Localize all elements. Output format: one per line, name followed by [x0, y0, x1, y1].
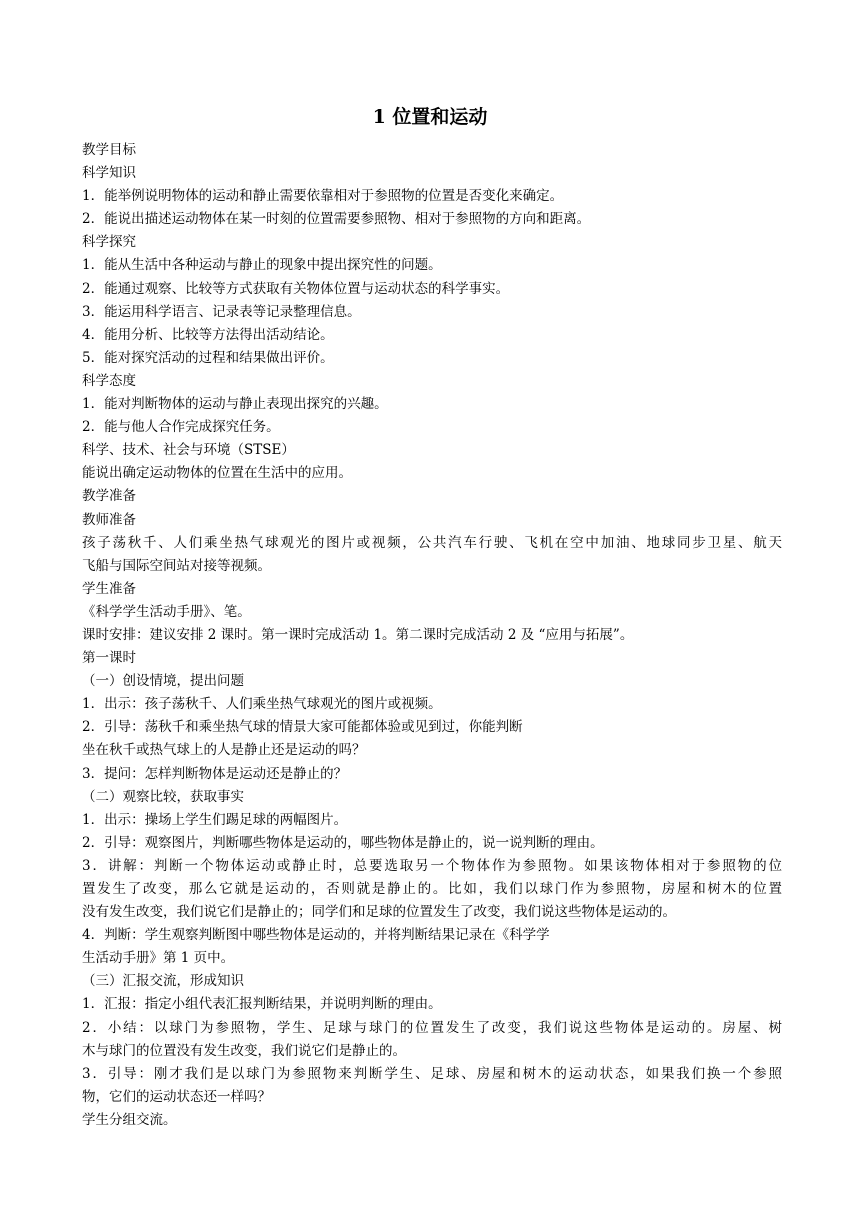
paragraph-line: 1．能从生活中各种运动与静止的现象中提出探究性的问题。: [82, 257, 442, 274]
paragraph-line: 课时安排：建议安排 2 课时。第一课时完成活动 1。第二课时完成活动 2 及 “应用与拓展”。: [82, 626, 634, 643]
paragraph-line: 坐在秋千或热气球上的人是静止还是运动的吗？: [82, 742, 366, 759]
paragraph-line: 3．引导：刚才我们是以球门为参照物来判断学生、足球、房屋和树木的运动状态，如果我们换一个参照: [82, 1065, 782, 1082]
paragraph-line: 生活动手册》第 1 页中。: [82, 950, 235, 967]
paragraph-line: 1．出示：孩子荡秋千、人们乘坐热气球观光的图片或视频。: [82, 696, 442, 713]
paragraph-line: 2．能通过观察、比较等方式获取有关物体位置与运动状态的科学事实。: [82, 280, 510, 297]
subheading-science-attitude: 科学态度: [82, 372, 136, 389]
paragraph-line: 3．讲解：判断一个物体运动或静止时，总要选取另一个物体作为参照物。如果该物体相对于参照物的位: [82, 857, 782, 874]
paragraph-line: 1．出示：操场上学生们踢足球的两幅图片。: [82, 811, 348, 828]
paragraph-line: 2．引导：观察图片，判断哪些物体是运动的，哪些物体是静止的，说一说判断的理由。: [82, 834, 604, 851]
paragraph-line: 木与球门的位置没有发生改变，我们说它们是静止的。: [82, 1042, 406, 1059]
paragraph-line: 1．汇报：指定小组代表汇报判断结果，并说明判断的理由。: [82, 996, 442, 1013]
paragraph-line: 2．能说出描述运动物体在某一时刻的位置需要参照物、相对于参照物的方向和距离。: [82, 211, 591, 228]
paragraph-line: 5．能对探究活动的过程和结果做出评价。: [82, 349, 334, 366]
paragraph-line: 《科学学生活动手册》、笔。: [82, 603, 251, 620]
paragraph-line: 孩子荡秋千、人们乘坐热气球观光的图片或视频，公共汽车行驶、飞机在空中加油、地球同步卫星、航天: [82, 534, 782, 551]
paragraph-line: 学生分组交流。: [82, 1111, 177, 1128]
section-heading: （三）汇报交流，形成知识: [82, 973, 244, 990]
paragraph-line: 3．能运用科学语言、记录表等记录整理信息。: [82, 303, 361, 320]
page-title: 1 位置和运动: [372, 106, 488, 128]
paragraph-line: 3．提问：怎样判断物体是运动还是静止的？: [82, 765, 348, 782]
subheading-science-knowledge: 科学知识: [82, 165, 136, 182]
document-body: [82, 139, 782, 1132]
paragraph-line: 2．引导：荡秋千和乘坐热气球的情景大家可能都体验或见到过，你能判断: [82, 719, 523, 736]
paragraph-line: 2．小结：以球门为参照物，学生、足球与球门的位置发生了改变，我们说这些物体是运动的。房屋、树: [82, 1019, 782, 1036]
subheading-stse: 科学、技术、社会与环境（STSE）: [82, 442, 295, 459]
paragraph-line: 4．能用分析、比较等方法得出活动结论。: [82, 326, 334, 343]
subheading-student-preparation: 学生准备: [82, 580, 136, 597]
section-heading: （一）创设情境，提出问题: [82, 673, 244, 690]
section-heading: （二）观察比较，获取事实: [82, 788, 244, 805]
paragraph-line: 2．能与他人合作完成探究任务。: [82, 419, 280, 436]
paragraph-line: 1．能举例说明物体的运动和静止需要依靠相对于参照物的位置是否变化来确定。: [82, 188, 564, 205]
subheading-teacher-preparation: 教师准备: [82, 511, 136, 528]
paragraph-line: 飞船与国际空间站对接等视频。: [82, 557, 271, 574]
heading-first-lesson: 第一课时: [82, 650, 136, 667]
paragraph-line: 4．判断：学生观察判断图中哪些物体是运动的，并将判断结果记录在《科学学: [82, 927, 550, 944]
paragraph-line: 能说出确定运动物体的位置在生活中的应用。: [82, 465, 352, 482]
heading-teaching-goals: 教学目标: [82, 142, 136, 158]
paragraph-line: 1．能对判断物体的运动与静止表现出探究的兴趣。: [82, 396, 388, 413]
paragraph-line: 物，它们的运动状态还一样吗？: [82, 1088, 271, 1105]
subheading-science-inquiry: 科学探究: [82, 234, 136, 251]
paragraph-line: 置发生了改变，那么它就是运动的，否则就是静止的。比如，我们以球门作为参照物，房屋和树木的位置: [82, 881, 782, 897]
paragraph-line: 没有发生改变，我们说它们是静止的；同学们和足球的位置发生了改变，我们说这些物体是运动的。: [82, 904, 676, 921]
heading-teaching-preparation: 教学准备: [82, 488, 136, 505]
